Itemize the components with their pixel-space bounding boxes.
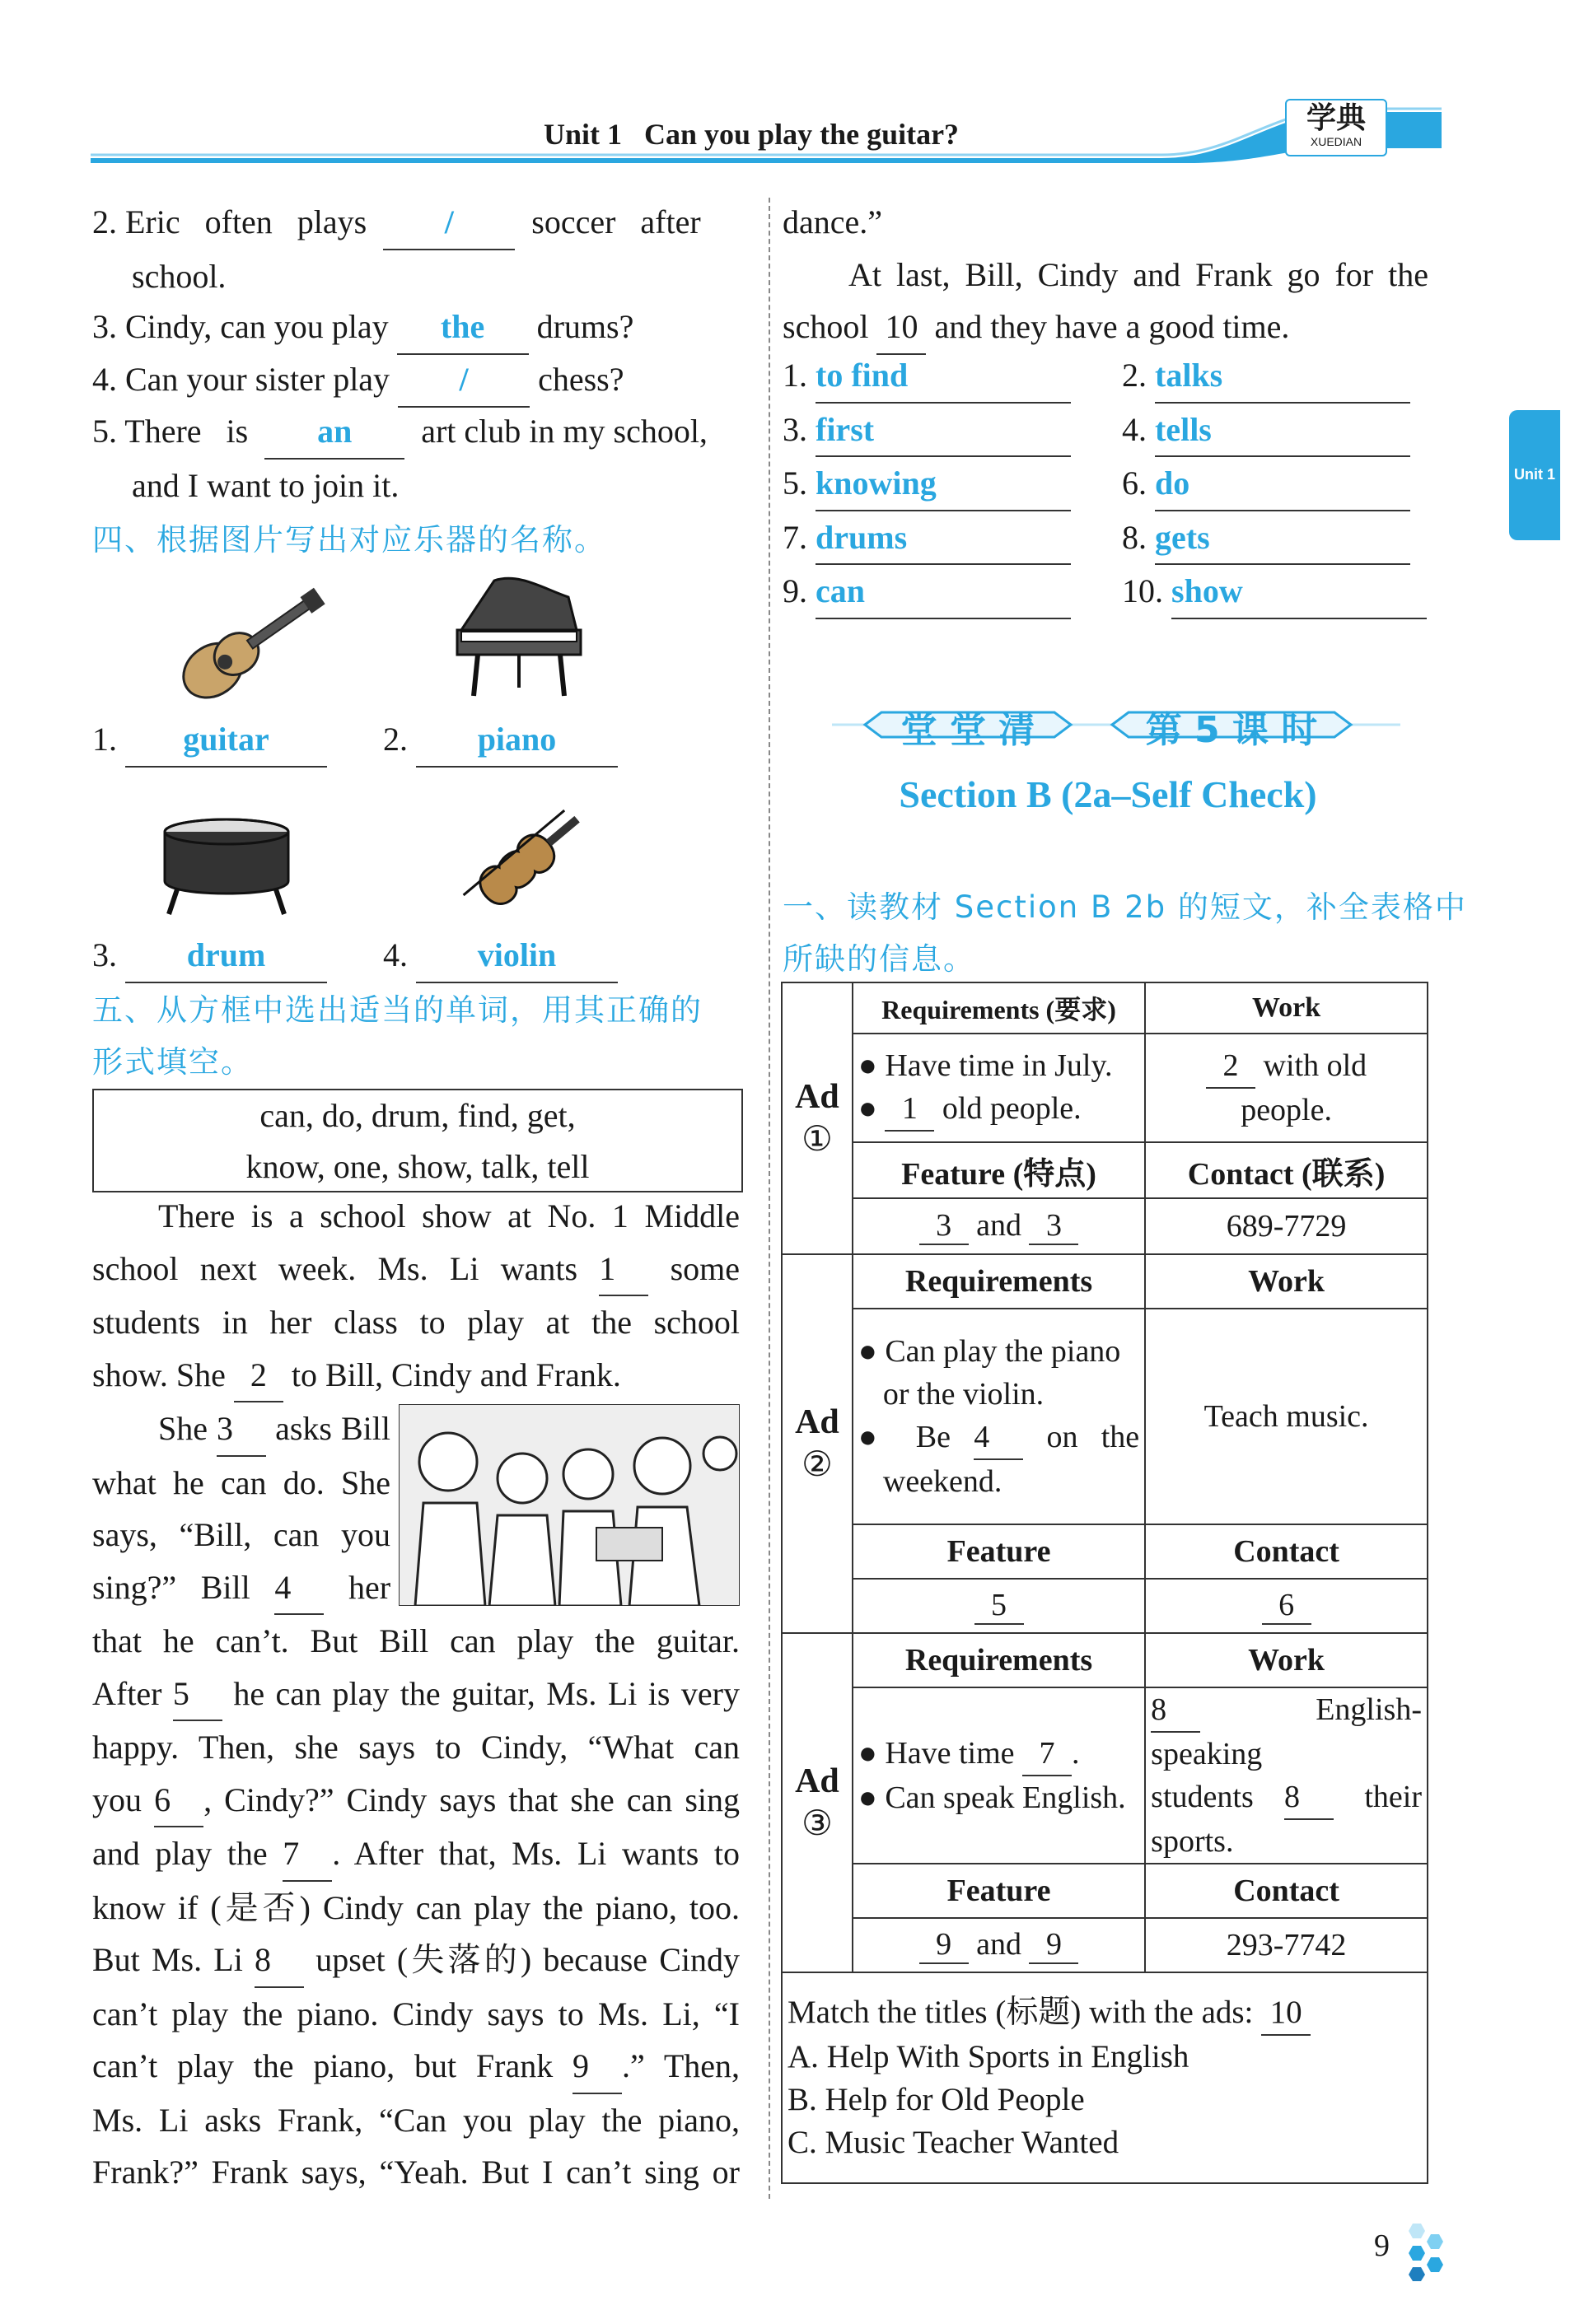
- ad1-work-head: Work: [1145, 982, 1428, 1034]
- ad2-feature: 5: [853, 1579, 1145, 1633]
- ad3-req-head: Requirements: [853, 1633, 1145, 1687]
- passage-continued: dance.” At last, Bill, Cindy and Frank go for the school 10 and they have a good time.: [783, 196, 1428, 355]
- answer-key: [783, 349, 1433, 619]
- banner-right-text: 第 5 课 时: [1145, 709, 1318, 751]
- fill-item-2: 2. Eric often plays / soccer after school.: [92, 196, 751, 302]
- piano-icon: [445, 564, 593, 704]
- ad2-requirements: ● Can play the piano or the violin. ● Be 4 on the weekend.: [853, 1309, 1145, 1524]
- drum-icon: [157, 811, 297, 918]
- answer-row: 3. first 4. tells: [783, 404, 1433, 458]
- ad1-work: 2 with old people.: [1145, 1034, 1428, 1142]
- option-b: B. Help for Old People: [788, 2082, 1085, 2117]
- instrument-4: 4. violin: [383, 929, 618, 983]
- answer-blank: /: [383, 196, 515, 250]
- lesson-banner: [832, 684, 1400, 766]
- answer-blank: the: [397, 301, 529, 355]
- answer-row: 9. can 10. show: [783, 565, 1433, 619]
- ad2-contact-head: Contact: [1145, 1524, 1428, 1579]
- ad3-label: Ad ③: [782, 1633, 853, 1972]
- ad1-req-head: Requirements (要求): [853, 982, 1145, 1034]
- fill-item-5: 5. There is an art club in my school, and I want to join it.: [92, 405, 751, 511]
- ad3-feature-head: Feature: [853, 1864, 1145, 1918]
- answer-row: 1. to find 2. talks: [783, 349, 1433, 404]
- ad1-contact-head: Contact (联系): [1145, 1142, 1428, 1198]
- ad2-req-head: Requirements: [853, 1254, 1145, 1309]
- ad3-work-head: Work: [1145, 1633, 1428, 1687]
- students-illustration: [399, 1404, 740, 1606]
- fill-item-4: 4. Can your sister play / chess?: [92, 353, 624, 408]
- ad2-feature-head: Feature: [853, 1524, 1145, 1579]
- section4-title: 四、根据图片写出对应乐器的名称。: [92, 522, 606, 558]
- ad1-requirements: ● Have time in July. ● 1 old people.: [853, 1034, 1145, 1142]
- side-unit-tab: [1509, 410, 1560, 540]
- ad2-work: Teach music.: [1145, 1309, 1428, 1524]
- passage: There is a school show at No. 1 Middle school next week. Ms. Li wants 1 some students in her class to play at the school show. She 2 to Bill, Cindy and Frank. She 3 asks Bill what he can do. She says, “Bill, can you sing?” Bill 4 her that he can’t. But Bill can play the guitar. After 5 he can play the guitar, Ms. Li is very happy. Then, she says to Cindy, “What can you 6 , Cindy?” Cindy says that she can sing and play the 7 . After that, Ms. Li wants to know if (是否) Cindy can play the piano, too. But Ms. Li 8 upset (失落的) because Cindy can’t play the piano. Cindy says to Ms. Li, “I can’t play the piano, but Frank 9 .” Then, Ms. Li asks Frank, “Can you play the piano, Frank?” Frank says, “Yeah. But I can’t sing or: [92, 1197, 741, 2191]
- ad3-contact-head: Contact: [1145, 1864, 1428, 1918]
- instrument-1: 1. guitar: [92, 713, 327, 768]
- ad1-feature-head: Feature (特点): [853, 1142, 1145, 1198]
- brand-cn: 学典: [1306, 100, 1366, 135]
- banner-left-text: 堂 堂 清: [900, 709, 1035, 751]
- option-a: A. Help With Sports in English: [788, 2039, 1189, 2074]
- brand-en: XUEDIAN: [1310, 135, 1362, 148]
- fill-item-3: 3. Cindy, can you play the drums?: [92, 301, 633, 355]
- ad1-feature: 3 and 3: [853, 1198, 1145, 1254]
- section5-title: 五、从方框中选出适当的单词，用其正确的 形式填空。: [92, 992, 703, 1080]
- ad2-label: Ad ②: [782, 1254, 853, 1633]
- ad2-work-head: Work: [1145, 1254, 1428, 1309]
- header-swoosh: [91, 107, 1442, 165]
- page-number: 9: [1374, 2228, 1390, 2263]
- header-title: Unit 1 Can you play the guitar?: [544, 118, 960, 151]
- ad3-feature: 9 and 9: [853, 1918, 1145, 1972]
- answer-row: 5. knowing 6. do: [783, 457, 1433, 511]
- violin-icon: [449, 799, 601, 926]
- brand-logo: [1285, 99, 1387, 156]
- hexagon-decor: [1396, 2219, 1454, 2281]
- ad3-contact: 293-7742: [1145, 1918, 1428, 1972]
- instrument-2: 2. piano: [383, 713, 618, 768]
- option-c: C. Music Teacher Wanted: [788, 2125, 1119, 2160]
- part1-title: 一、读教材 Section B 2b 的短文，补全表格中 所缺的信息。: [783, 889, 1467, 977]
- page-header: [91, 100, 1442, 165]
- match-section: Match the titles (标题) with the ads: 10 A. Help With Sports in English B. Help for Old People C. Music Teacher Wanted: [782, 1972, 1428, 2183]
- answer-blank: /: [398, 353, 530, 408]
- answer-blank: an: [264, 405, 404, 460]
- ad3-requirements: ● Have time 7 . ● Can speak English.: [853, 1687, 1145, 1864]
- answer-row: 7. drums 8. gets: [783, 511, 1433, 566]
- section-title: Section B (2a–Self Check): [899, 773, 1317, 815]
- ad2-contact: 6: [1145, 1579, 1428, 1633]
- side-tab-label: Unit 1: [1513, 466, 1555, 483]
- instrument-3: 3. drum: [92, 929, 327, 983]
- ad3-work: 8 English-speaking students 8 their sports.: [1145, 1687, 1428, 1864]
- ad1-contact: 689-7729: [1145, 1198, 1428, 1254]
- ad1-label: Ad ①: [782, 982, 853, 1254]
- ads-table: [781, 982, 1428, 2184]
- guitar-icon: [144, 560, 325, 700]
- column-divider: [769, 198, 770, 2199]
- word-box: can, do, drum, find, get, know, one, show, talk, tell: [92, 1089, 743, 1192]
